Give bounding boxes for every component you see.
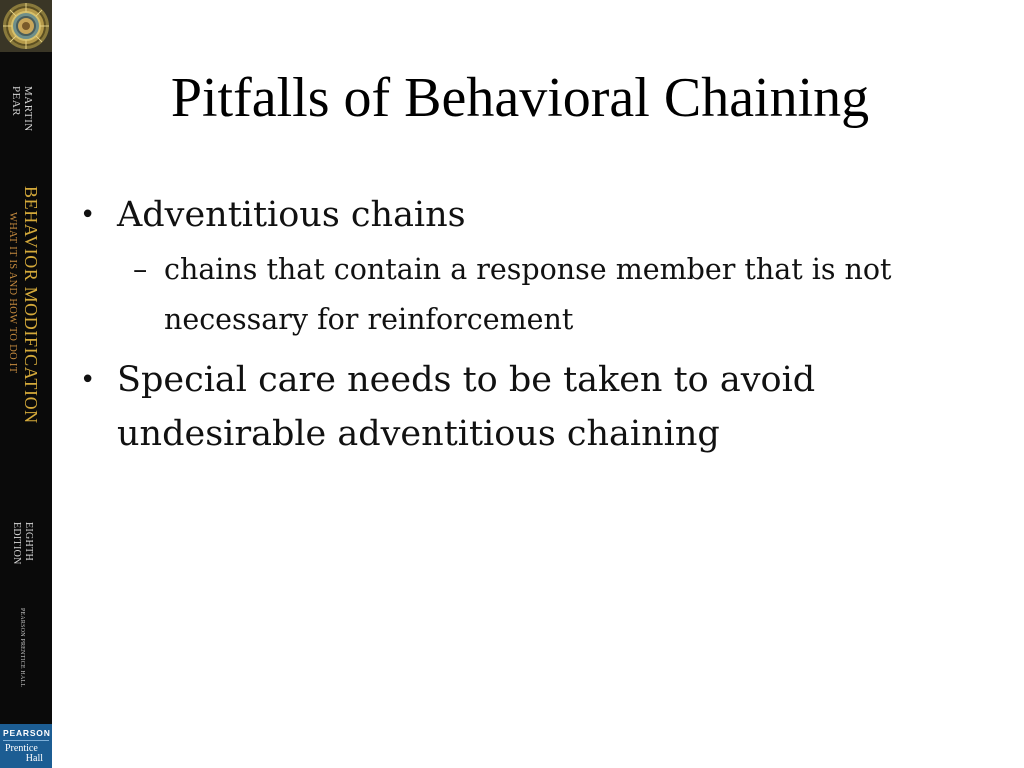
spine-authors: MARTIN PEAR: [10, 86, 34, 132]
bullet-marker: •: [80, 200, 96, 230]
spine-book-subtitle: WHAT IT IS AND HOW TO DO IT: [7, 212, 18, 374]
slide-title: Pitfalls of Behavioral Chaining: [170, 67, 870, 129]
bullet-list: [80, 188, 960, 469]
bullet-marker: •: [80, 365, 96, 395]
logo-prentice-text: Prentice: [5, 743, 38, 754]
spine-edition: EIGHTH EDITION: [11, 522, 34, 565]
spine-publisher-imprint: PEARSON PRENTICE HALL: [19, 608, 25, 688]
sub-bullet-text: chains that contain a response member that is not necessary for reinforcement: [164, 253, 892, 336]
publisher-logo: [0, 724, 52, 768]
logo-pearson-text: PEARSON: [3, 724, 49, 741]
book-spine: [0, 0, 52, 768]
sub-bullet-marker: –: [133, 253, 148, 286]
logo-hall-text: Hall: [25, 753, 43, 764]
bullet-text: Adventitious chains: [117, 195, 466, 235]
bullet-text: Special care needs to be taken to avoid undesirable adventitious chaining: [117, 360, 816, 454]
book-emblem-icon: [0, 0, 52, 52]
sub-bullet-item-definition: [119, 245, 960, 345]
bullet-item-special-care: [80, 353, 960, 461]
spine-book-title: BEHAVIOR MODIFICATION: [21, 186, 41, 424]
sub-bullet-list: [117, 245, 960, 345]
bullet-item-adventitious-chains: [80, 188, 960, 345]
